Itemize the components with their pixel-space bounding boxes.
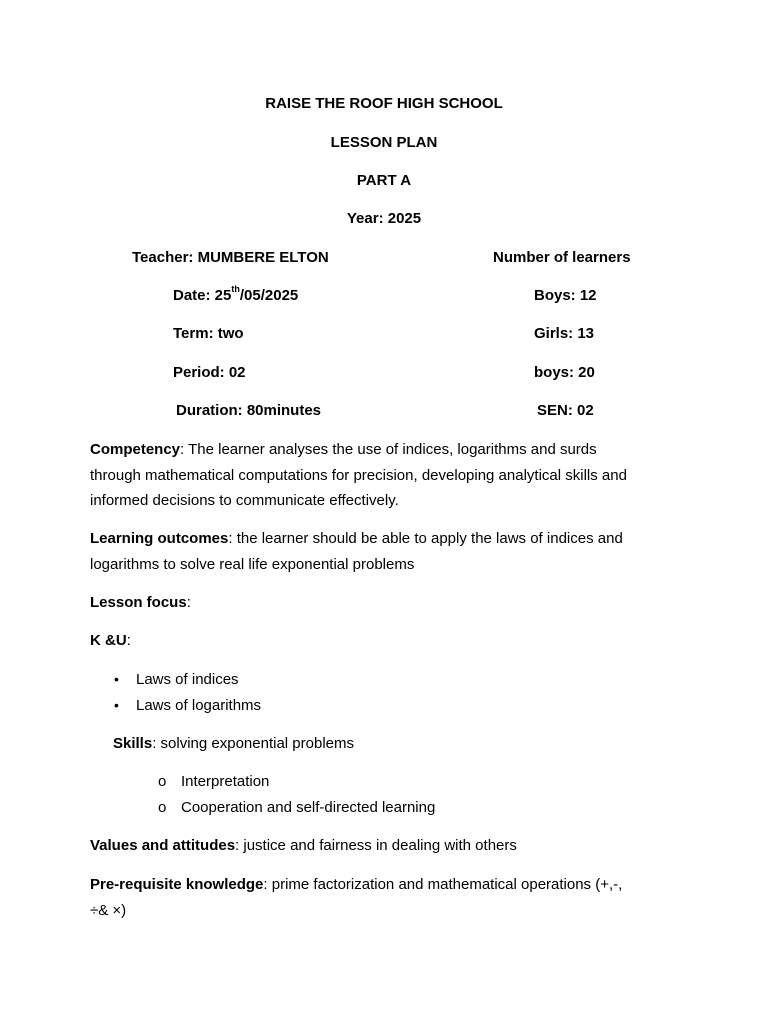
school-name: RAISE THE ROOF HIGH SCHOOL bbox=[265, 95, 503, 112]
bullet-icon: • bbox=[114, 697, 119, 713]
boys-total: boys: 20 bbox=[534, 364, 595, 381]
list-item: Laws of indices bbox=[136, 671, 239, 688]
ku-heading: K &U: bbox=[90, 632, 131, 649]
circle-bullet-icon: o bbox=[158, 799, 167, 816]
list-item: Cooperation and self-directed learning bbox=[181, 799, 436, 816]
learners-heading: Number of learners bbox=[493, 249, 631, 266]
lesson-date: Date: 25th/05/2025 bbox=[173, 284, 299, 304]
competency-section: Competency: The learner analyses the use of indices, logarithms and surds through mathematical computations for precision, developing analytical skills and informed decisions to communicate effectively. bbox=[90, 441, 627, 509]
girls-count: Girls: 13 bbox=[534, 325, 595, 342]
term-label: Term: two bbox=[173, 325, 244, 342]
document-type: LESSON PLAN bbox=[330, 134, 438, 151]
sen-count: SEN: 02 bbox=[537, 402, 594, 419]
year-label: Year: 2025 bbox=[346, 210, 422, 227]
bullet-icon: • bbox=[114, 671, 119, 687]
lesson-focus: Lesson focus: bbox=[90, 594, 191, 611]
skills-line: Skills: solving exponential problems bbox=[113, 735, 354, 752]
learning-outcomes-section: Learning outcomes: the learner should be able to apply the laws of indices and logarithms to solve real life exponential problems bbox=[90, 530, 623, 573]
duration-label: Duration: 80minutes bbox=[176, 402, 322, 419]
list-item: Laws of logarithms bbox=[136, 697, 262, 714]
values-attitudes: Values and attitudes: justice and fairness in dealing with others bbox=[90, 837, 517, 854]
circle-bullet-icon: o bbox=[158, 773, 167, 790]
period-label: Period: 02 bbox=[173, 364, 246, 381]
boys-count: Boys: 12 bbox=[534, 287, 597, 304]
list-item: Interpretation bbox=[181, 773, 270, 790]
part-label: PART A bbox=[356, 172, 412, 189]
prerequisite-knowledge: Pre-requisite knowledge: prime factorization and mathematical operations (+,-, ÷& ×) bbox=[90, 876, 623, 919]
teacher-name: Teacher: MUMBERE ELTON bbox=[132, 249, 329, 266]
